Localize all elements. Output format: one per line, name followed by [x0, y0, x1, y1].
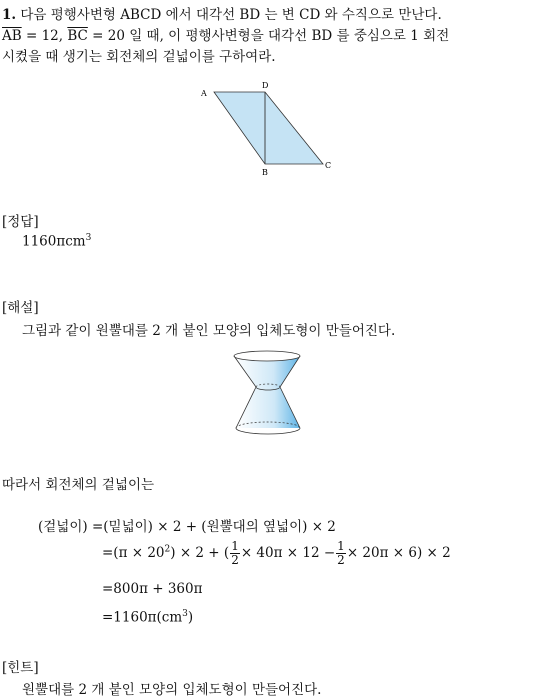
parallelogram-shape	[214, 92, 323, 164]
eq1-right: (밑넓이) × 2 + (원뿔대의 옆넓이) × 2	[103, 519, 336, 535]
solution-intro: 따라서 회전체의 겉넓이는	[2, 477, 155, 493]
hint-heading: [힌트]	[2, 660, 39, 676]
problem-text-2: = 20 일 때, 이 평행사변형을 대각선 BD 를 중심으로 1 회전	[87, 28, 450, 44]
fraction-half-2	[336, 540, 346, 567]
eq2-part-c: × 40π × 12 −	[240, 545, 336, 561]
problem-line-3: 시켰을 때 생기는 회전체의 겉넓이를 구하여라.	[2, 49, 276, 65]
solution-heading: [해설]	[2, 300, 39, 316]
fraction-2-numerator: 1	[337, 539, 345, 553]
problem-text-1: 다음 평행사변형 ABCD 에서 대각선 BD 는 변 CD 와 수직으로 만난다.	[20, 7, 442, 23]
equation-line-2	[102, 540, 451, 567]
eq2-part-d: × 20π × 6) × 2	[346, 545, 451, 561]
fraction-1-numerator: 1	[231, 539, 239, 553]
fraction-half-1	[230, 540, 240, 567]
label-c: C	[325, 161, 332, 170]
eq2-square: 2	[164, 544, 171, 555]
eq4-part-a: =1160π(cm	[102, 609, 183, 626]
hint-text: 원뿔대를 2 개 붙인 모양의 입체도형이 만들어진다.	[22, 682, 322, 698]
label-a: A	[201, 89, 207, 98]
equation-line-4	[102, 609, 193, 626]
segment-bc: $\overline{BC}$	[67, 28, 88, 44]
answer-number: 1160πcm	[22, 233, 86, 250]
double-frustum-figure	[228, 346, 308, 446]
fraction-2-denominator: 2	[337, 553, 345, 567]
eq4-part-b: )	[187, 609, 194, 626]
label-d: D	[262, 81, 269, 90]
ab-value: = 12,	[21, 28, 68, 44]
problem-number: 1.	[2, 7, 17, 23]
problem-line-1	[2, 3, 442, 23]
eq2-part-a: =(π × 20	[102, 545, 165, 561]
answer-heading: [정답]	[2, 214, 39, 230]
parallelogram-figure	[195, 78, 345, 178]
equation-line-3: =800π + 360π	[102, 581, 203, 597]
eq2-part-b: ) × 2 + (	[170, 545, 230, 561]
eq1-left: (겉넓이) =	[38, 519, 104, 535]
equation-line-1	[38, 515, 336, 535]
answer-value	[22, 233, 91, 250]
solution-description: 그림과 같이 원뿔대를 2 개 붙인 모양의 입체도형이 만들어진다.	[22, 323, 396, 339]
answer-exponent: 3	[85, 233, 92, 243]
top-ellipse	[234, 351, 300, 361]
bottom-ellipse-front	[236, 428, 300, 434]
label-b: B	[262, 168, 268, 177]
fraction-1-denominator: 2	[231, 553, 239, 567]
problem-line-2	[2, 24, 449, 44]
segment-ab: $\overline{AB}$	[2, 28, 22, 44]
eq4-exponent: 3	[182, 609, 188, 619]
